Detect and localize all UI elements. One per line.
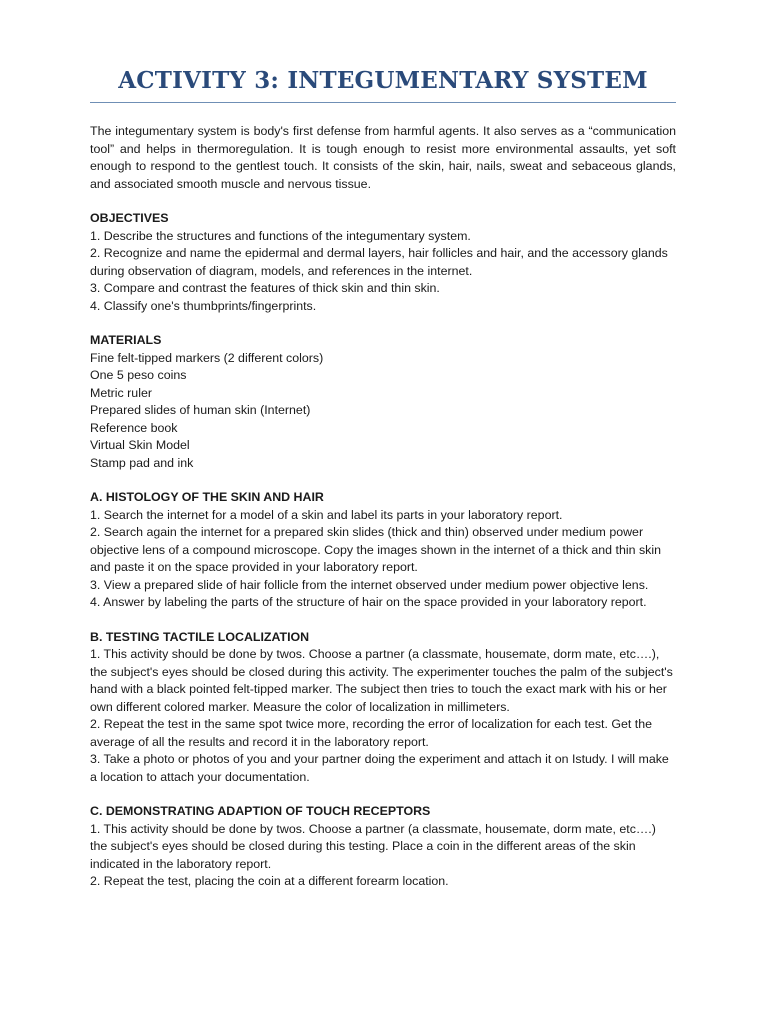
section-heading: A. HISTOLOGY OF THE SKIN AND HAIR <box>90 490 324 504</box>
document-page <box>90 66 676 891</box>
list-item: 1. This activity should be done by twos. Choose a partner (a classmate, housemate, dorm mate, etc….), the subject's eyes should be closed during this activity. The experimenter touches the palm of the subject's hand with a black pointed felt-tipped marker. The subject then tries to touch the exact mark with his or her own different colored marker. Measure the color of localization in millimeters. <box>90 647 673 714</box>
list-item: 3. Take a photo or photos of you and your partner doing the experiment and attach it on Istudy. I will make a location to attach your documentation. <box>90 752 669 784</box>
section-heading: C. DEMONSTRATING ADAPTION OF TOUCH RECEPTORS <box>90 804 431 818</box>
list-item: 4. Answer by labeling the parts of the structure of hair on the space provided in your laboratory report. <box>90 595 647 609</box>
section-b <box>90 629 676 787</box>
section-a <box>90 489 676 612</box>
list-item: 2. Repeat the test, placing the coin at a different forearm location. <box>90 874 449 888</box>
list-item: 3. View a prepared slide of hair follicle from the internet observed under medium power objective lens. <box>90 577 649 592</box>
list-item: 1. This activity should be done by twos. Choose a partner (a classmate, housemate, dorm mate, etc….) the subject's eyes should be closed during this testing. Place a coin in the different areas of the skin indicated in the laboratory report. <box>90 821 656 871</box>
list-item: 2. Repeat the test in the same spot twice more, recording the error of localization for each test. Get the average of all the results and record it in the laboratory report. <box>90 717 652 749</box>
section-heading: B. TESTING TACTILE LOCALIZATION <box>90 629 310 644</box>
list-item: 3. Compare and contrast the features of thick skin and thin skin. <box>90 281 440 295</box>
list-item: 4. Classify one's thumbprints/fingerprints. <box>90 298 317 313</box>
intro-paragraph: The integumentary system is body's first defense from harmful agents. It also serves as a “communication tool” and helps in thermoregulation. It is tough enough to resist more environmental assaults, yet soft enough to respond to the gentlest touch. It consists of the skin, hair, nails, sweat and sebaceous glands, and associated smooth muscle and nervous tissue. <box>90 124 676 191</box>
list-item: Metric ruler <box>90 385 152 400</box>
list-item: One 5 peso coins <box>90 368 187 382</box>
list-item: 1. Search the internet for a model of a skin and label its parts in your laboratory report. <box>90 507 563 522</box>
list-item: 2. Search again the internet for a prepared skin slides (thick and thin) observed under medium power objective lens of a compound microscope. Copy the images shown in the internet of a thick and thin skin and paste it on the space provided in your laboratory report. <box>90 525 661 574</box>
list-item: Reference book <box>90 420 178 435</box>
section-heading: MATERIALS <box>90 333 162 347</box>
section-c <box>90 803 676 891</box>
materials-section <box>90 332 676 472</box>
section-heading: OBJECTIVES <box>90 211 169 225</box>
list-item: Fine felt-tipped markers (2 different colors) <box>90 350 324 365</box>
list-item: Stamp pad and ink <box>90 455 194 470</box>
list-item: Prepared slides of human skin (Internet) <box>90 403 311 417</box>
list-item: Virtual Skin Model <box>90 438 190 452</box>
objectives-section <box>90 210 676 315</box>
list-item: 1. Describe the structures and functions of the integumentary system. <box>90 228 471 243</box>
page-title: ACTIVITY 3: INTEGUMENTARY SYSTEM <box>90 66 676 103</box>
list-item: 2. Recognize and name the epidermal and dermal layers, hair follicles and hair, and the accessory glands during observation of diagram, models, and references in the internet. <box>90 246 668 278</box>
